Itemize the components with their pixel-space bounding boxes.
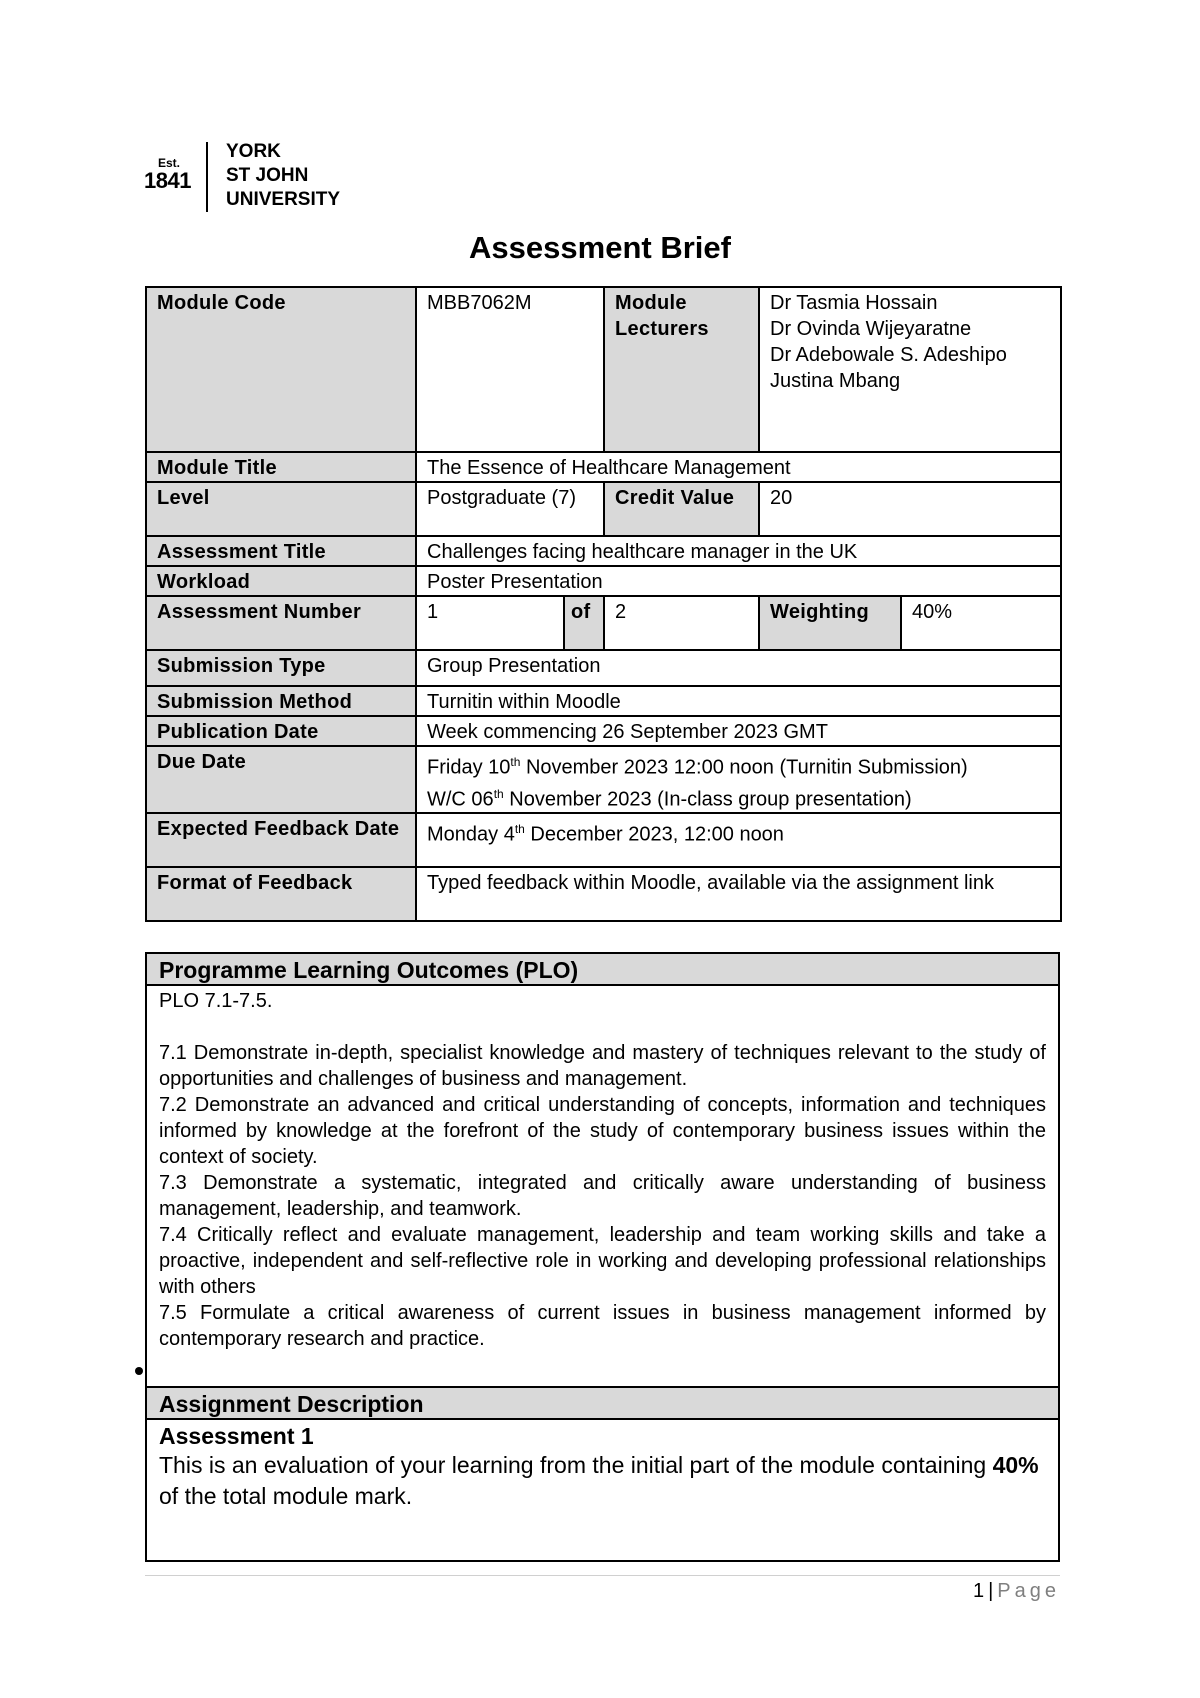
table-row bbox=[146, 650, 1061, 686]
lecturer-name: Dr Adebowale S. Adeshipo bbox=[770, 344, 1007, 366]
plo-intro: PLO 7.1-7.5. bbox=[159, 990, 273, 1012]
logo-line-3: UNIVERSITY bbox=[226, 189, 341, 210]
logo-line-2: ST JOHN bbox=[226, 165, 309, 186]
submission-method-value: Turnitin within Moodle bbox=[416, 686, 1061, 716]
document-title: Assessment Brief bbox=[469, 230, 731, 265]
table-row bbox=[146, 536, 1061, 566]
credit-value: 20 bbox=[759, 482, 1061, 536]
due-date-value bbox=[416, 746, 1061, 813]
table-row bbox=[146, 596, 1061, 650]
outcomes-table bbox=[145, 952, 1060, 1562]
level-value: Postgraduate (7) bbox=[416, 482, 604, 536]
plo-item: 7.3 Demonstrate a systematic, integrated and critically aware understanding of business management, leadership, and teamwork. bbox=[159, 1172, 1046, 1220]
module-code-label: Module Code bbox=[146, 287, 416, 452]
table-row bbox=[146, 985, 1059, 1387]
page-footer bbox=[973, 1580, 1060, 1603]
plo-heading: Programme Learning Outcomes (PLO) bbox=[146, 953, 1059, 985]
page-word: Page bbox=[997, 1580, 1060, 1602]
plo-item: 7.2 Demonstrate an advanced and critical understanding of concepts, information and techniques informed by knowledge at the forefront of the study of contemporary business issues within the context of society. bbox=[159, 1094, 1046, 1168]
table-row bbox=[146, 746, 1061, 813]
submission-type-value: Group Presentation bbox=[416, 650, 1061, 686]
table-row bbox=[146, 953, 1059, 985]
logo-est: Est. bbox=[158, 156, 181, 170]
module-code-value: MBB7062M bbox=[416, 287, 604, 452]
assessment-number-value: 1 bbox=[416, 596, 564, 650]
feedback-date-value: Monday 4th December 2023, 12:00 noon bbox=[416, 813, 1061, 867]
logo-divider bbox=[206, 142, 208, 212]
table-row bbox=[146, 1419, 1059, 1561]
lecturer-name: Justina Mbang bbox=[770, 370, 901, 392]
logo-year: 1841 bbox=[144, 168, 191, 193]
assignment-description-content bbox=[146, 1419, 1059, 1561]
total-assessments-value: 2 bbox=[604, 596, 759, 650]
feedback-date-label: Expected Feedback Date bbox=[146, 813, 416, 867]
table-row bbox=[146, 867, 1061, 921]
plo-item: 7.5 Formulate a critical awareness of current issues in business management informed by contemporary research and practice. bbox=[159, 1302, 1046, 1350]
assessment-number-label: Assessment Number bbox=[146, 596, 416, 650]
logo-line-1: YORK bbox=[226, 141, 281, 162]
table-row bbox=[146, 566, 1061, 596]
assessment-body: This is an evaluation of your learning from the initial part of the module containing 40% of the total module mark. bbox=[159, 1452, 1039, 1509]
plo-item: 7.1 Demonstrate in-depth, specialist knowledge and mastery of techniques relevant to the study of opportunities and challenges of business and management. bbox=[159, 1042, 1046, 1090]
feedback-format-value: Typed feedback within Moodle, available via the assignment link bbox=[416, 867, 1061, 921]
level-label: Level bbox=[146, 482, 416, 536]
due-date-line: W/C 06th November 2023 (In-class group presentation) bbox=[427, 786, 912, 811]
assessment-title-value: Challenges facing healthcare manager in the UK bbox=[416, 536, 1061, 566]
workload-value: Poster Presentation bbox=[416, 566, 1061, 596]
table-row bbox=[146, 716, 1061, 746]
weighting-value: 40% bbox=[901, 596, 1061, 650]
feedback-format-label: Format of Feedback bbox=[146, 867, 416, 921]
due-date-line: Friday 10th November 2023 12:00 noon (Turnitin Submission) bbox=[427, 755, 968, 779]
submission-type-label: Submission Type bbox=[146, 650, 416, 686]
table-row bbox=[146, 813, 1061, 867]
lecturer-name: Dr Ovinda Wijeyaratne bbox=[770, 318, 972, 340]
due-date-label: Due Date bbox=[146, 746, 416, 813]
plo-item: 7.4 Critically reflect and evaluate management, leadership and team working skills and take a proactive, independent and self-reflective role in working and developing professional relationships with others bbox=[159, 1224, 1046, 1298]
submission-method-label: Submission Method bbox=[146, 686, 416, 716]
table-row bbox=[146, 452, 1061, 482]
table-row bbox=[146, 482, 1061, 536]
module-title-label: Module Title bbox=[146, 452, 416, 482]
module-lecturers-label: Module Lecturers bbox=[604, 287, 759, 452]
credit-value-label: Credit Value bbox=[604, 482, 759, 536]
page-number: 1 bbox=[972, 1580, 985, 1602]
plo-content bbox=[146, 985, 1059, 1387]
publication-date-value: Week commencing 26 September 2023 GMT bbox=[416, 716, 1061, 746]
assessment-subheading: Assessment 1 bbox=[159, 1423, 314, 1449]
table-row bbox=[146, 686, 1061, 716]
footer-separator: | bbox=[988, 1580, 994, 1602]
assessment-title-label: Assessment Title bbox=[146, 536, 416, 566]
footer-divider bbox=[145, 1575, 1060, 1576]
table-row bbox=[146, 1387, 1059, 1419]
workload-label: Workload bbox=[146, 566, 416, 596]
table-row bbox=[146, 287, 1061, 452]
stray-bullet bbox=[135, 1367, 143, 1375]
lecturer-name: Dr Tasmia Hossain bbox=[770, 292, 938, 314]
weighting-label: Weighting bbox=[759, 596, 901, 650]
assignment-description-heading: Assignment Description bbox=[146, 1387, 1059, 1419]
publication-date-label: Publication Date bbox=[146, 716, 416, 746]
module-info-table bbox=[145, 286, 1062, 922]
module-title-value: The Essence of Healthcare Management bbox=[416, 452, 1061, 482]
of-label: of bbox=[564, 596, 604, 650]
module-lecturers-value bbox=[759, 287, 1061, 452]
logo-name bbox=[226, 140, 340, 212]
